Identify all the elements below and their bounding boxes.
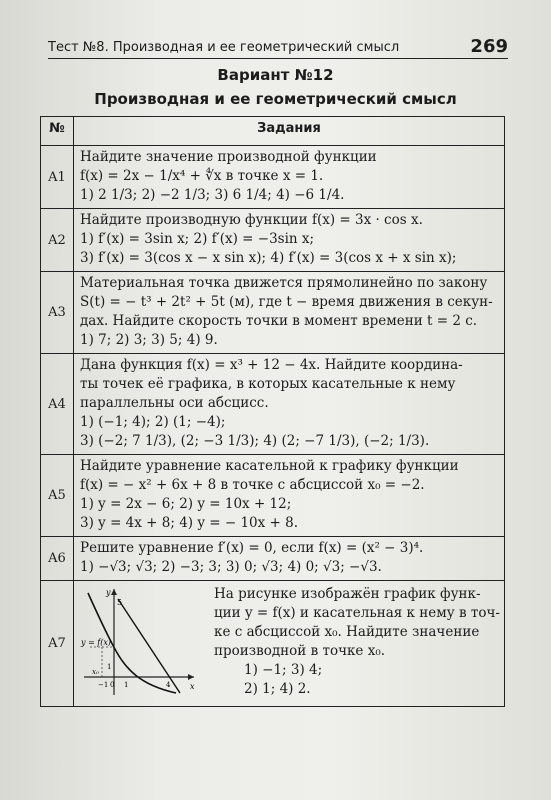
task-row <box>41 354 505 455</box>
task-id: A4 <box>41 354 74 455</box>
answer-options: 1) (−1; 4); 2) (1; −4); <box>80 414 226 430</box>
task-body <box>74 581 505 707</box>
col-tasks-header: Задания <box>74 117 505 146</box>
variant-subtitle: Производная и ее геометрический смысл <box>94 90 457 108</box>
function-graph <box>80 585 198 697</box>
task-id: A6 <box>41 537 74 581</box>
task-id: A5 <box>41 455 74 537</box>
task-id: A7 <box>41 581 74 707</box>
task-text-line: S(t) = − t³ + 2t² + 5t (м), где t − время движения в секун- <box>80 294 493 310</box>
tasks-table <box>40 116 505 707</box>
task-text-line: Найдите значение производной функции <box>80 149 377 165</box>
answer-options: 1) 7; 2) 3; 3) 5; 4) 9. <box>80 332 218 348</box>
task-text-line: ции y = f(x) и касательная к нему в точ- <box>214 605 500 621</box>
answer-options: 1) −1; 3) 4; <box>244 662 323 678</box>
table-header-row <box>41 117 505 146</box>
task-text-line: дах. Найдите скорость точки в момент времени t = 2 с. <box>80 313 478 329</box>
task-body <box>74 354 505 455</box>
answer-options: 2) 1; 4) 2. <box>244 681 311 697</box>
task-text-line: Решите уравнение f′(x) = 0, если f(x) = (x² − 3)⁴. <box>80 540 424 556</box>
running-title: Тест №8. Производная и ее геометрический смысл <box>48 40 400 55</box>
task-body <box>74 146 505 209</box>
task-text-line: Материальная точка движется прямолинейно по закону <box>80 275 488 291</box>
task-text-line: параллельны оси абсцисс. <box>80 395 269 411</box>
task-id: A1 <box>41 146 74 209</box>
x-tick-one: 1 <box>124 681 129 689</box>
task-text-line: На рисунке изображён график функ- <box>214 586 481 602</box>
task-body <box>74 455 505 537</box>
page-number: 269 <box>470 36 508 57</box>
x-tick-zero: 0 <box>110 681 115 689</box>
variant-title: Вариант №12 <box>217 66 334 84</box>
task-row <box>41 537 505 581</box>
answer-options: 3) (−2; 7 1/3), (2; −3 1/3); 4) (2; −7 1/3), (−2; 1/3). <box>80 433 430 449</box>
answer-options: 3) y = 4x + 8; 4) y = − 10x + 8. <box>80 515 299 531</box>
col-num-header: № <box>41 117 74 146</box>
y-tick-one: 1 <box>107 663 112 671</box>
task-body <box>74 209 505 272</box>
x-tick-four: 4 <box>166 681 171 689</box>
y-tick-five: 5 <box>117 598 123 607</box>
task-row <box>41 581 505 707</box>
task-id: A2 <box>41 209 74 272</box>
x-tick-neg-one: −1 <box>98 681 109 689</box>
x-axis-arrow <box>188 674 194 680</box>
task-row <box>41 455 505 537</box>
task-text-line: производной в точке x₀. <box>214 643 386 659</box>
task-text-line: Найдите производную функции f(x) = 3x · cos x. <box>80 212 423 228</box>
task-text-line: ке с абсциссой x₀. Найдите значение <box>214 624 480 640</box>
task-text-block <box>214 585 514 699</box>
x-axis-label: x <box>190 682 195 691</box>
y-axis-arrow <box>111 589 117 595</box>
function-label: y = f(x) <box>81 638 112 647</box>
task-row <box>41 209 505 272</box>
task-id: A3 <box>41 272 74 354</box>
task-text-line: ты точек её графика, в которых касательные к нему <box>80 376 456 392</box>
task-text-line: f(x) = − x² + 6x + 8 в точке с абсциссой x₀ = −2. <box>80 477 425 493</box>
answer-options: 1) f′(x) = 3sin x; 2) f′(x) = −3sin x; <box>80 231 315 247</box>
task-text-line: Дана функция f(x) = x³ + 12 − 4x. Найдите координа- <box>80 357 463 373</box>
task-text-line: f(x) = 2x − 1/x⁴ + ∜x в точке x = 1. <box>80 168 324 184</box>
running-header <box>48 36 508 59</box>
answer-options: 1) −√3; √3; 2) −3; 3; 3) 0; √3; 4) 0; √3; −√3. <box>80 559 382 575</box>
answer-options: 1) 2 1/3; 2) −2 1/3; 3) 6 1/4; 4) −6 1/4. <box>80 187 345 203</box>
answer-options: 3) f′(x) = 3(cos x − x sin x); 4) f′(x) = 3(cos x + x sin x); <box>80 250 457 266</box>
task-body <box>74 272 505 354</box>
task-row <box>41 272 505 354</box>
answer-options: 1) y = 2x − 6; 2) y = 10x + 12; <box>80 496 292 512</box>
task-row <box>41 146 505 209</box>
x0-label: x₀ <box>92 668 99 676</box>
y-axis-label: y <box>106 588 111 597</box>
task-text-line: Найдите уравнение касательной к графику функции <box>80 458 459 474</box>
task-body <box>74 537 505 581</box>
tangent-line <box>118 599 180 693</box>
